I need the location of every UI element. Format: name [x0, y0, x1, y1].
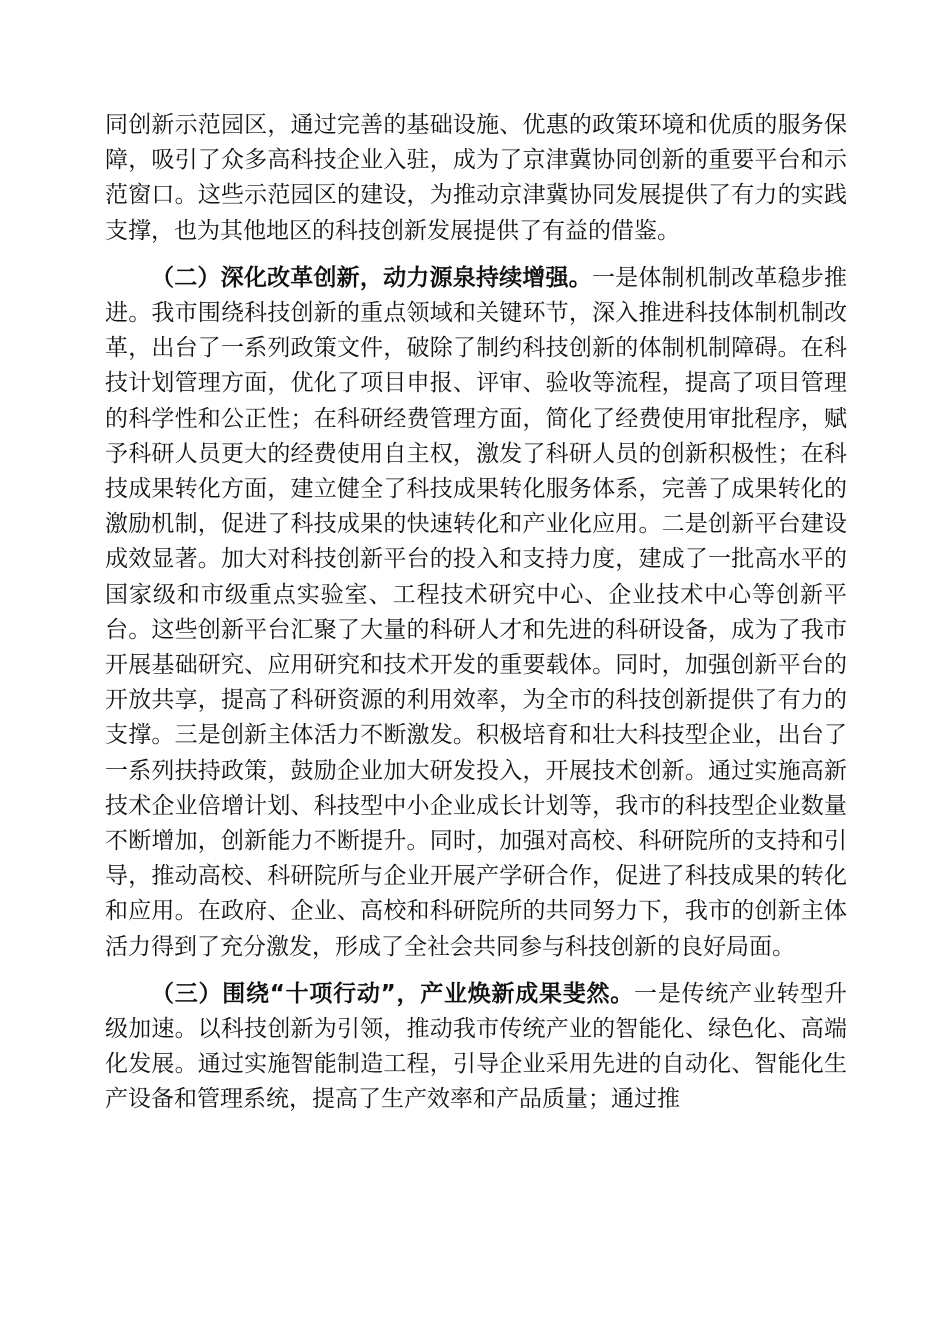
paragraph-2 [105, 261, 847, 965]
section-heading-3: （三）围绕“十项行动”，产业焕新成果斐然。 [151, 980, 634, 1007]
section-heading-2: （二）深化改革创新，动力源泉持续增强。 [151, 264, 592, 291]
paragraph-2-body: 一是体制机制改革稳步推进。我市围绕科技创新的重点领域和关键环节，深入推进科技体制机制改革，出台了一系列政策文件，破除了制约科技创新的体制机制障碍。在科技计划管理方面，优化了项目申报、评审、验收等流程，提高了项目管理的科学性和公正性；在科研经费管理方面，简化了经费使用审批程序，赋予科研人员更大的经费使用自主权，激发了科研人员的创新积极性；在科技成果转化方面，建立健全了科技成果转化服务体系，完善了成果转化的激励机制，促进了科技成果的快速转化和产业化应用。二是创新平台建设成效显著。加大对科技创新平台的投入和支持力度，建成了一批高水平的国家级和市级重点实验室、工程技术研究中心、企业技术中心等创新平台。这些创新平台汇聚了大量的科研人才和先进的科研设备，成为了我市开展基础研究、应用研究和技术开发的重要载体。同时，加强创新平台的开放共享，提高了科研资源的利用效率，为全市的科技创新提供了有力的支撑。三是创新主体活力不断激发。积极培育和壮大科技型企业，出台了一系列扶持政策，鼓励企业加大研发投入，开展技术创新。通过实施高新技术企业倍增计划、科技型中小企业成长计划等，我市的科技型企业数量不断增加，创新能力不断提升。同时，加强对高校、科研院所的支持和引导，推动高校、科研院所与企业开展产学研合作，促进了科技成果的转化和应用。在政府、企业、高校和科研院所的共同努力下，我市的创新主体活力得到了充分激发，形成了全社会共同参与科技创新的良好局面。 [105, 264, 848, 960]
document-body [105, 108, 847, 1130]
paragraph-1-body: 同创新示范园区，通过完善的基础设施、优惠的政策环境和优质的服务保障，吸引了众多高科技企业入驻，成为了京津冀协同创新的重要平台和示范窗口。这些示范园区的建设，为推动京津冀协同发展提供了有力的实践支撑，也为其他地区的科技创新发展提供了有益的借鉴。 [105, 112, 847, 244]
paragraph-1 [105, 108, 847, 249]
paragraph-3 [105, 977, 847, 1118]
paragraph-3-body: 一是传统产业转型升级加速。以科技创新为引领，推动我市传统产业的智能化、绿色化、高端化发展。通过实施智能制造工程，引导企业采用先进的自动化、智能化生产设备和管理系统，提高了生产效率和产品质量；通过推 [105, 980, 848, 1113]
